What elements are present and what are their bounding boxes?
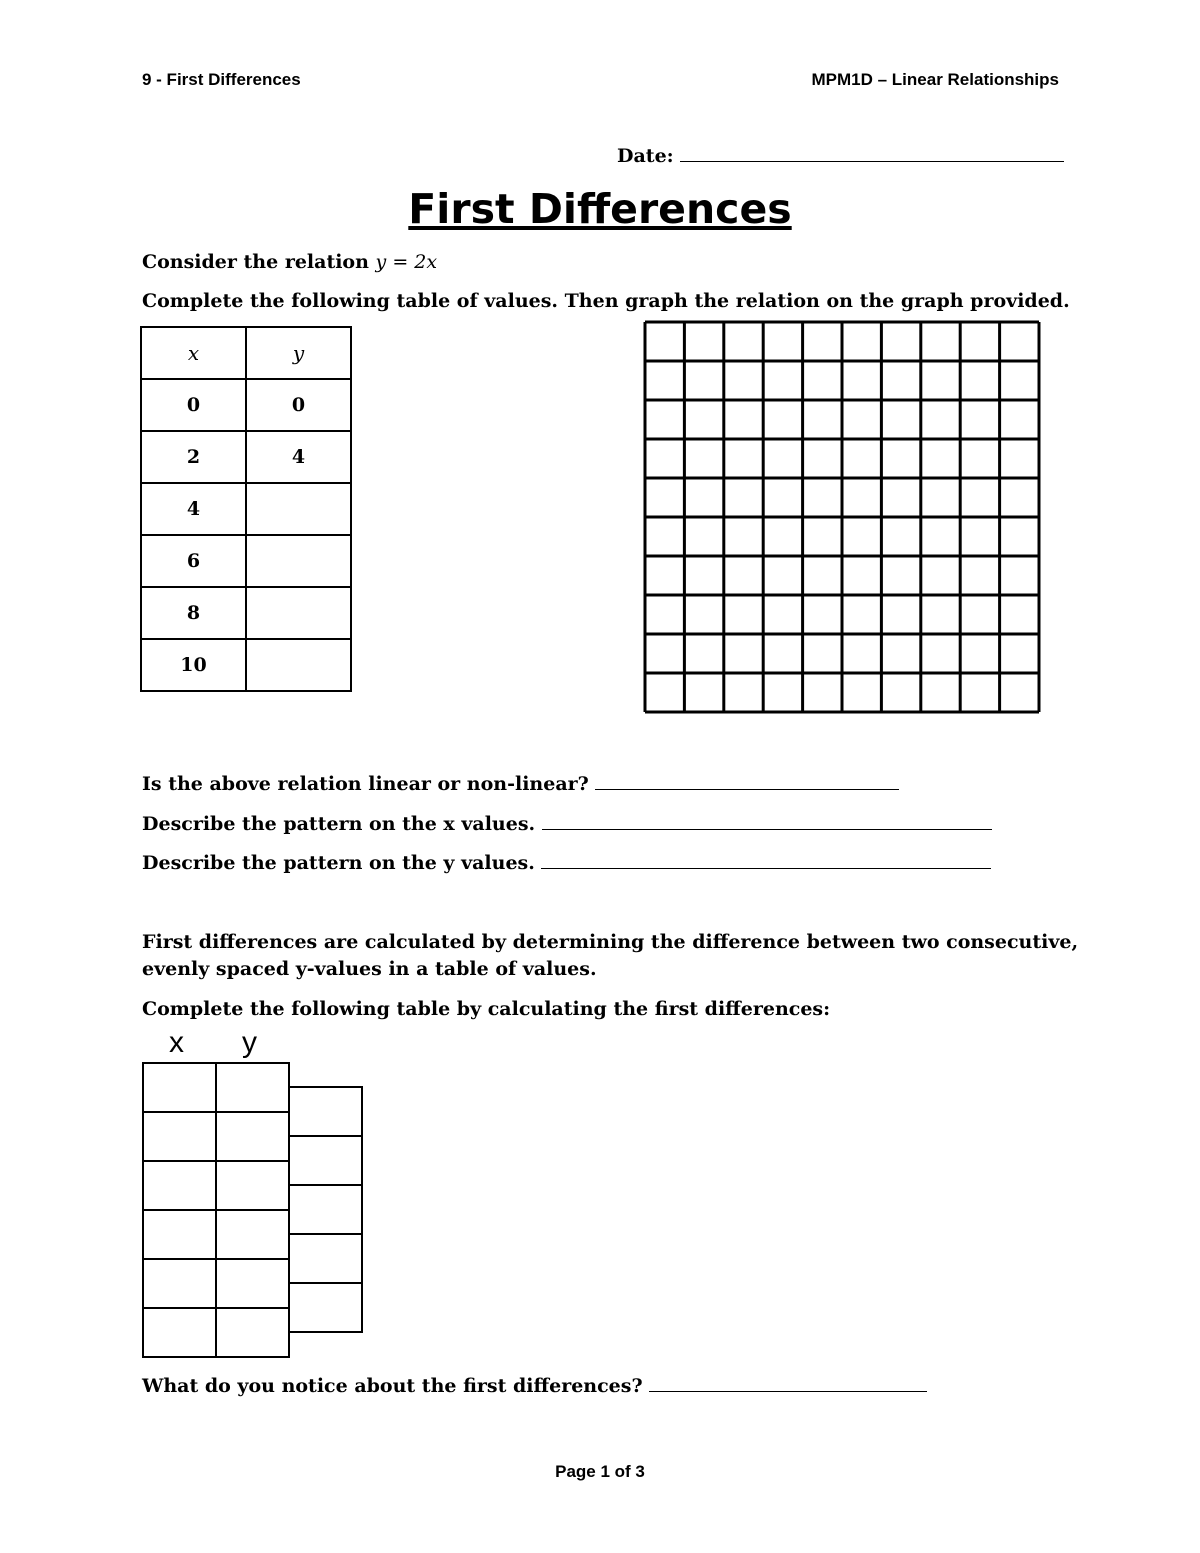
table-header-y: y [246, 327, 351, 379]
table-row [141, 431, 351, 483]
x-cell: 10 [141, 639, 246, 691]
date-blank[interactable] [680, 145, 1064, 162]
x-cell: 2 [141, 431, 246, 483]
y-cell[interactable]: 4 [246, 431, 351, 483]
definition-line-1: First differences are calculated by determining the difference between two consecutive, [142, 931, 1079, 953]
fd-difference-cell[interactable] [289, 1185, 362, 1234]
fd-difference-cell[interactable] [289, 1087, 362, 1136]
fd-x-cell[interactable] [143, 1112, 216, 1161]
table-header-x: x [141, 327, 246, 379]
fd-y-cell[interactable] [216, 1112, 289, 1161]
fd-row [143, 1210, 289, 1259]
table-of-values [140, 326, 352, 692]
fd-y-label: y [242, 1026, 257, 1059]
fd-difference-cell[interactable] [289, 1234, 362, 1283]
x-cell: 6 [141, 535, 246, 587]
fd-difference-column [288, 1086, 363, 1333]
fd-x-cell[interactable] [143, 1161, 216, 1210]
question-notice-text: What do you notice about the first differences? [142, 1375, 643, 1397]
question-linear-text: Is the above relation linear or non-linear? [142, 773, 589, 795]
x-cell: 4 [141, 483, 246, 535]
relation-line [142, 251, 437, 273]
fd-row [143, 1063, 289, 1112]
relation-prefix: Consider the relation [142, 251, 376, 273]
fd-x-cell[interactable] [143, 1210, 216, 1259]
answer-x-pattern-blank[interactable] [542, 813, 992, 830]
fd-x-cell[interactable] [143, 1308, 216, 1357]
y-cell[interactable] [246, 483, 351, 535]
answer-y-pattern-blank[interactable] [541, 852, 991, 869]
graph-grid[interactable] [640, 318, 1046, 720]
fd-y-cell[interactable] [216, 1063, 289, 1112]
table-header-row [141, 327, 351, 379]
question-x-pattern [142, 813, 992, 835]
table-row [141, 639, 351, 691]
fd-difference-cell[interactable] [289, 1283, 362, 1332]
question-notice [142, 1375, 927, 1397]
x-cell: 0 [141, 379, 246, 431]
question-linear [142, 773, 899, 795]
fd-y-cell[interactable] [216, 1308, 289, 1357]
header-left: 9 - First Differences [142, 70, 301, 89]
table-row [141, 535, 351, 587]
fd-x-cell[interactable] [143, 1259, 216, 1308]
table-row [141, 483, 351, 535]
date-line [617, 145, 1064, 167]
y-cell[interactable] [246, 535, 351, 587]
fd-difference-cell[interactable] [289, 1136, 362, 1185]
fd-y-cell[interactable] [216, 1161, 289, 1210]
header-right: MPM1D – Linear Relationships [811, 70, 1059, 89]
fd-x-label: x [169, 1026, 184, 1059]
y-cell[interactable] [246, 639, 351, 691]
fd-row [143, 1308, 289, 1357]
x-cell: 8 [141, 587, 246, 639]
fd-y-cell[interactable] [216, 1259, 289, 1308]
fd-instruction: Complete the following table by calculating the first differences: [142, 998, 831, 1020]
fd-row [143, 1112, 289, 1161]
table-row [141, 379, 351, 431]
answer-linear-blank[interactable] [595, 773, 899, 790]
fd-row [143, 1161, 289, 1210]
fd-table [142, 1062, 290, 1358]
fd-x-cell[interactable] [143, 1063, 216, 1112]
page-number: Page 1 of 3 [555, 1462, 645, 1481]
page-title: First Differences [408, 185, 792, 233]
definition-line-2: evenly spaced y-values in a table of values. [142, 958, 597, 980]
question-y-pattern-text: Describe the pattern on the y values. [142, 852, 535, 874]
relation-equation: y = 2x [375, 251, 438, 273]
table-row [141, 587, 351, 639]
y-cell[interactable] [246, 587, 351, 639]
question-y-pattern [142, 852, 991, 874]
fd-row [143, 1259, 289, 1308]
question-x-pattern-text: Describe the pattern on the x values. [142, 813, 536, 835]
answer-notice-blank[interactable] [649, 1375, 927, 1392]
y-cell[interactable]: 0 [246, 379, 351, 431]
fd-y-cell[interactable] [216, 1210, 289, 1259]
table-instruction: Complete the following table of values. Then graph the relation on the graph provided. [142, 290, 1070, 312]
date-label: Date: [617, 145, 674, 167]
